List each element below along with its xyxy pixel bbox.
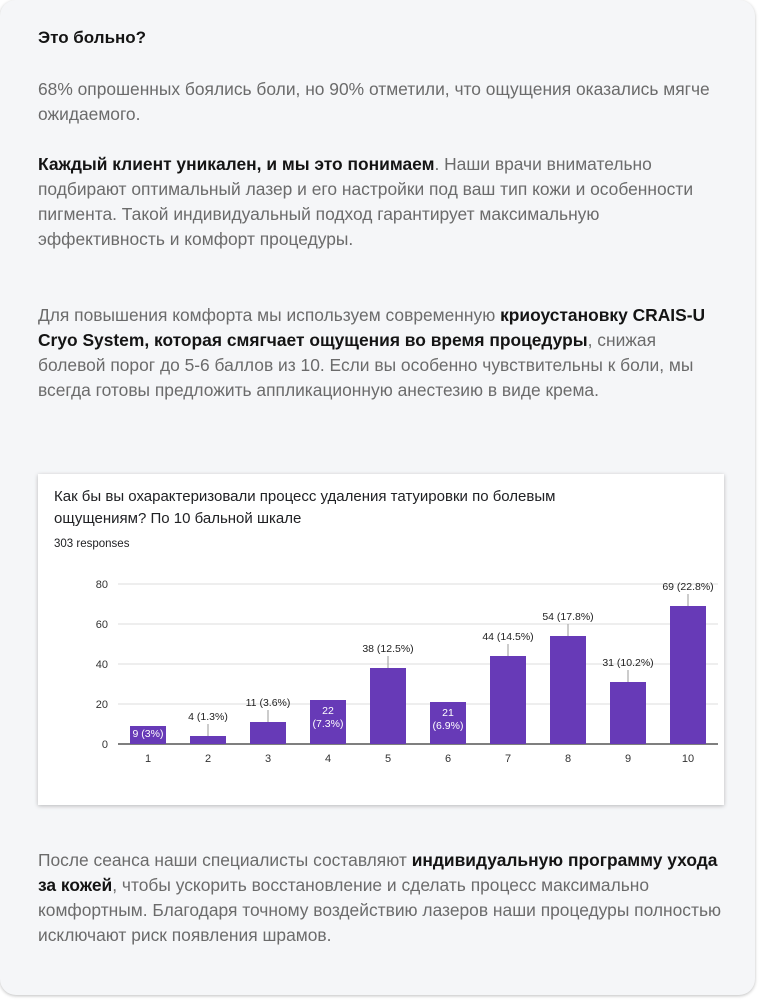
data-label: 11 (3.6%)	[245, 697, 291, 709]
bar	[490, 656, 526, 744]
y-tick-label: 20	[95, 699, 108, 711]
paragraph-aftercare	[38, 848, 728, 948]
data-label: 38 (12.5%)	[362, 643, 414, 655]
data-label: 21	[442, 707, 454, 719]
paragraph-cryo-bold: криоустановку CRAIS-U Cryo System, которая смягчает ощущения во время процедуры	[38, 305, 706, 350]
data-label: 9 (3%)	[132, 728, 164, 740]
x-tick-label: 5	[384, 753, 392, 765]
bar-chart	[38, 474, 724, 805]
bar	[250, 722, 286, 744]
paragraph-cryo-text-1: Для повышения комфорта мы используем современную	[38, 305, 501, 325]
paragraph-stats: 68% опрошенных боялись боли, но 90% отметили, что ощущения оказались мягче ожидаемого.	[38, 79, 710, 124]
data-label: 44 (14.5%)	[482, 631, 534, 643]
x-tick-label: 7	[504, 753, 512, 765]
data-label: 54 (17.8%)	[542, 611, 594, 623]
paragraph-individual	[38, 152, 728, 252]
paragraph-individual-bold: Каждый клиент уникален, и мы это понимаем	[38, 154, 435, 174]
y-tick-label: 40	[95, 659, 108, 671]
bar	[670, 606, 706, 744]
paragraph-aftercare-text-1: После сеанса наши специалисты составляют	[38, 850, 412, 870]
x-tick-label: 1	[144, 753, 152, 765]
bar	[610, 682, 646, 744]
bar	[550, 636, 586, 744]
paragraph-cryo	[38, 303, 728, 403]
x-tick-label: 10	[681, 753, 695, 765]
paragraph-cryo-text-2: , снижая болевой порог до 5-6 баллов из 10. Если вы особенно чувствительны к боли, мы всегда готовы предложить аппликационную анестезию в виде крема.	[38, 330, 694, 400]
data-label: 69 (22.8%)	[662, 581, 714, 593]
bar	[370, 668, 406, 744]
x-tick-label: 8	[564, 753, 572, 765]
y-tick-label: 80	[95, 579, 108, 591]
x-tick-label: 4	[324, 753, 332, 765]
x-tick-label: 9	[624, 753, 632, 765]
x-tick-label: 6	[444, 753, 452, 765]
paragraph-individual-text: . Наши врачи внимательно подбирают оптимальный лазер и его настройки под ваш тип кожи и особенности пигмента. Такой индивидуальный подход гарантирует максимальную эффективность и комфорт процедуры.	[38, 154, 694, 249]
data-label: 22	[322, 705, 334, 717]
x-tick-label: 2	[204, 753, 212, 765]
y-tick-label: 0	[101, 739, 108, 751]
data-label: 4 (1.3%)	[188, 711, 228, 723]
section-heading: Это больно?	[38, 28, 147, 47]
chart-response-count: 303 responses	[54, 538, 130, 550]
bar	[190, 736, 226, 744]
survey-chart-card	[38, 474, 724, 805]
paragraph-aftercare-bold: индивидуальную программу ухода за кожей	[38, 850, 718, 895]
paragraph-aftercare-text-2: , чтобы ускорить восстановление и сделать процесс максимально комфортным. Благодаря точному воздействию лазеров наши процедуры полностью исключают риск появления шрамов.	[38, 875, 722, 945]
data-label: (6.9%)	[432, 720, 464, 732]
chart-title: Как бы вы охарактеризовали процесс удаления татуировки по болевым ощущениям? По 10 бальной шкале	[54, 488, 556, 527]
data-label: 31 (10.2%)	[602, 657, 654, 669]
y-tick-label: 60	[95, 619, 108, 631]
x-tick-label: 3	[264, 753, 272, 765]
data-label: (7.3%)	[312, 718, 344, 730]
